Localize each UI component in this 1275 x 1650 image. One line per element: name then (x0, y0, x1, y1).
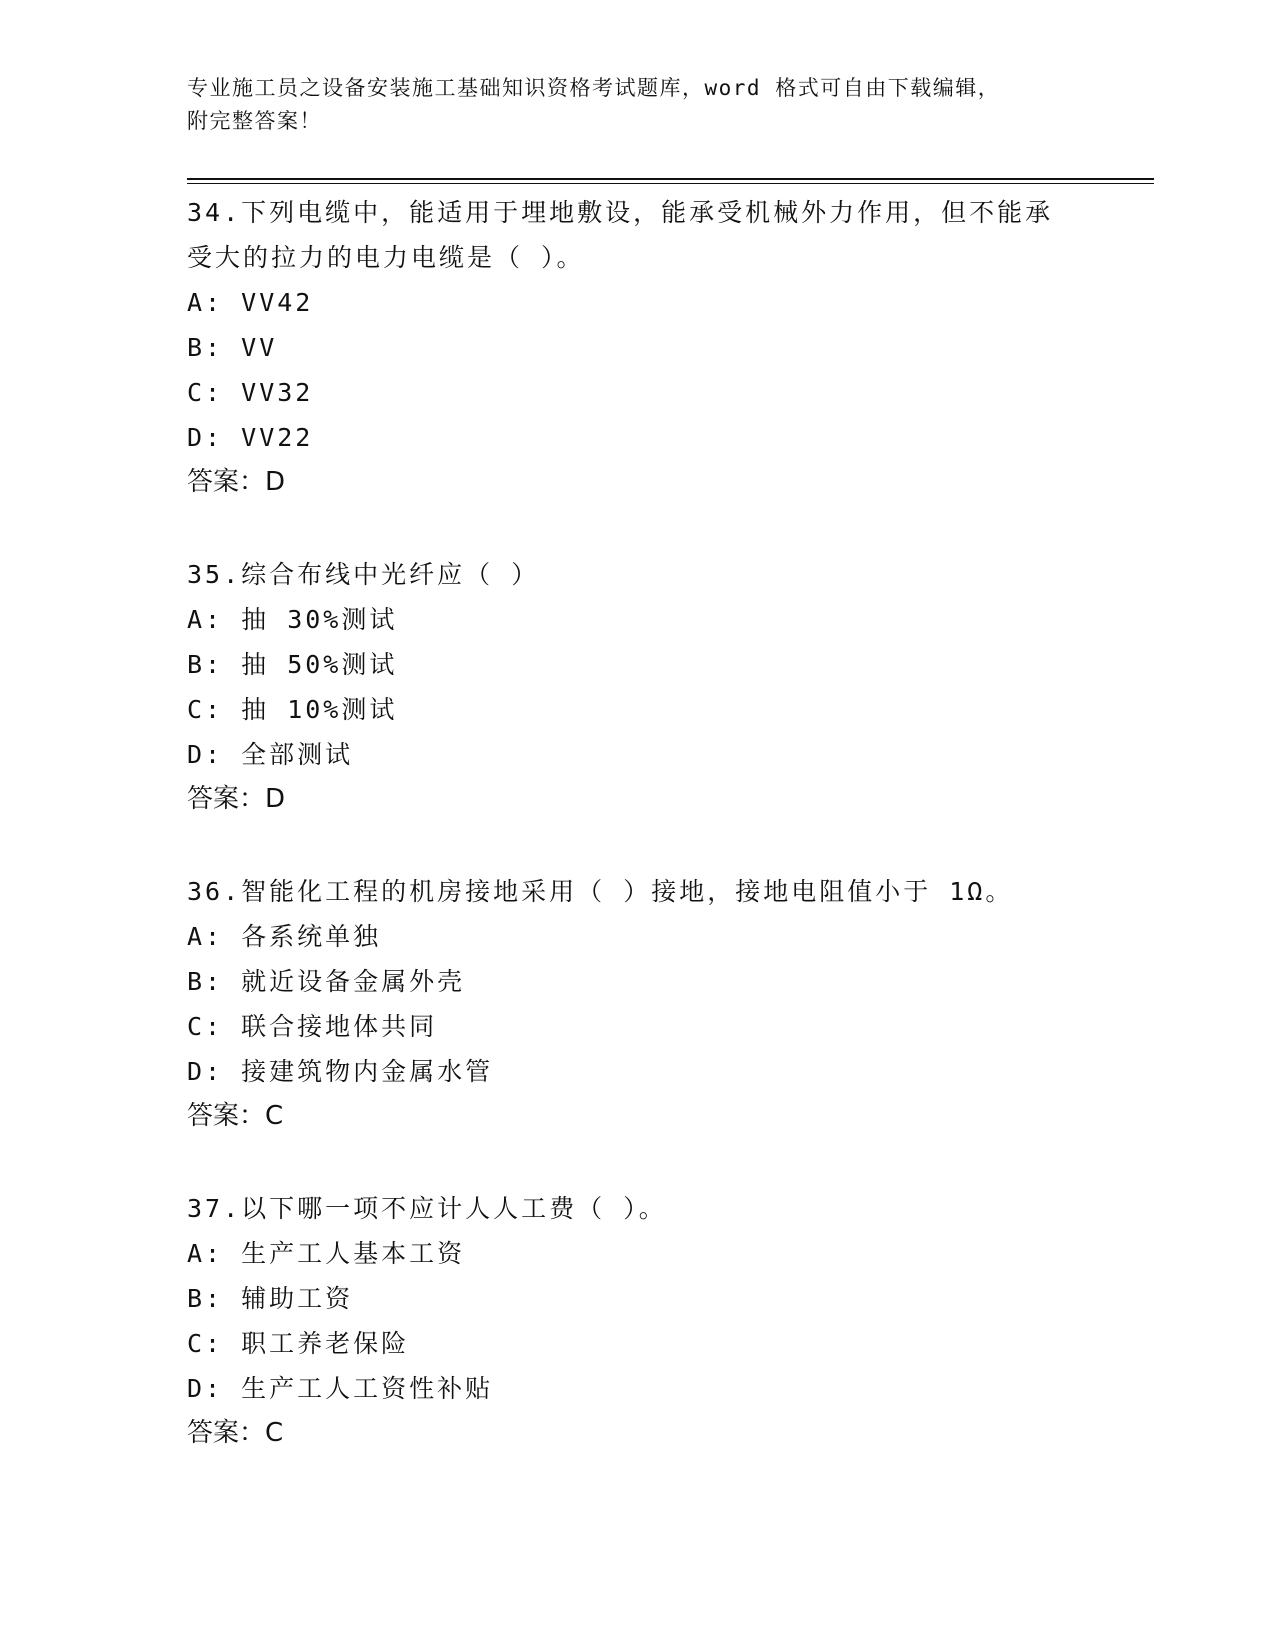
header-line-1: 专业施工员之设备安装施工基础知识资格考试题库，word 格式可自由下载编辑， (187, 76, 1001, 100)
option-b: B: VV (187, 333, 278, 362)
question-stem-continued: 受大的拉力的电力电缆是（ ）。 (187, 243, 585, 272)
option-b: B: 辅助工资 (187, 1284, 354, 1313)
question-stem: 36.智能化工程的机房接地采用（ ）接地，接地电阻值小于 1Ω。 (187, 877, 1014, 906)
document-header (187, 72, 1087, 138)
question-stem: 37.以下哪一项不应计人人工费（ ）。 (187, 1194, 667, 1223)
question-spacer (187, 1139, 1107, 1186)
answer: 答案：D (187, 784, 286, 814)
option-d: D: 生产工人工资性补贴 (187, 1374, 494, 1403)
question-stem: 34.下列电缆中，能适用于埋地敷设，能承受机械外力作用，但不能承 (187, 198, 1054, 227)
option-a: A: 抽 30%测试 (187, 605, 398, 634)
option-d: D: VV22 (187, 423, 314, 452)
answer: 答案：C (187, 1101, 284, 1131)
option-c: C: 抽 10%测试 (187, 695, 398, 724)
question-36 (187, 869, 1107, 1139)
question-34 (187, 190, 1107, 505)
header-divider-thin (187, 183, 1154, 184)
question-stem: 35.综合布线中光纤应（ ） (187, 560, 540, 589)
option-d: D: 全部测试 (187, 740, 354, 769)
option-b: B: 抽 50%测试 (187, 650, 398, 679)
option-a: A: VV42 (187, 288, 314, 317)
option-c: C: 职工养老保险 (187, 1329, 410, 1358)
answer: 答案：D (187, 467, 286, 497)
header-divider-thick (187, 178, 1154, 180)
option-c: C: 联合接地体共同 (187, 1012, 438, 1041)
question-spacer (187, 822, 1107, 869)
question-spacer (187, 505, 1107, 552)
answer: 答案：C (187, 1418, 284, 1448)
option-a: A: 各系统单独 (187, 922, 382, 951)
question-list (187, 190, 1107, 1456)
header-line-2: 附完整答案！ (187, 109, 322, 133)
option-b: B: 就近设备金属外壳 (187, 967, 466, 996)
option-c: C: VV32 (187, 378, 314, 407)
option-a: A: 生产工人基本工资 (187, 1239, 466, 1268)
option-d: D: 接建筑物内金属水管 (187, 1057, 494, 1086)
question-37 (187, 1186, 1107, 1456)
question-35 (187, 552, 1107, 822)
